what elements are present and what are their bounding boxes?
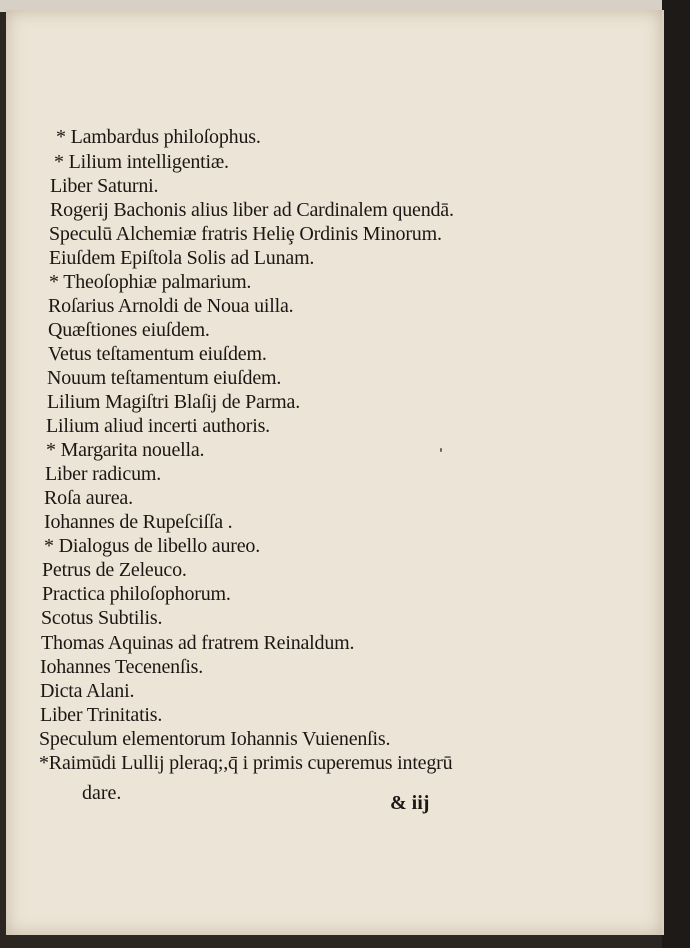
list-item: *Raimūdi Lullij pleraq;,q̄ i primis cuperemus integrū — [39, 752, 453, 774]
list-item: Practica philoſophorum. — [42, 583, 231, 605]
list-item: * Lambardus philoſophus. — [56, 126, 261, 148]
list-item: Lilium Magiſtri Blaſij de Parma. — [47, 391, 301, 413]
list-item: * Theoſophiæ palmarium. — [49, 271, 252, 293]
list-item: Rogerij Bachonis alius liber ad Cardinalem quendā. — [50, 199, 454, 221]
list-item: Liber radicum. — [45, 463, 162, 485]
book-page — [6, 10, 664, 935]
list-item: Lilium aliud incerti authoris. — [46, 415, 270, 437]
signature-mark: & iij — [390, 792, 430, 814]
list-item: Nouum teſtamentum eiuſdem. — [47, 367, 282, 389]
list-item: Iohannes Tecenenſis. — [40, 656, 204, 678]
list-item: * Lilium intelligentiæ. — [54, 151, 229, 173]
book-gutter-shadow — [662, 0, 690, 948]
list-item: Eiuſdem Epiſtola Solis ad Lunam. — [49, 247, 315, 269]
list-item: Speculū Alchemiæ fratris Heliȩ Ordinis Minorum. — [49, 223, 442, 245]
list-item: Iohannes de Rupeſciſſa . — [44, 511, 233, 533]
paper-speck — [440, 448, 442, 452]
list-item: Roſa aurea. — [44, 487, 133, 509]
list-item: Liber Trinitatis. — [40, 704, 163, 726]
list-item: Speculum elementorum Iohannis Vuienenſis. — [39, 728, 391, 750]
list-item: Vetus teſtamentum eiuſdem. — [48, 343, 267, 365]
list-item: * Dialogus de libello aureo. — [44, 535, 261, 557]
list-item: Thomas Aquinas ad fratrem Reinaldum. — [41, 632, 355, 654]
list-item: Quæſtiones eiuſdem. — [48, 319, 210, 341]
list-item: Dicta Alani. — [40, 680, 135, 702]
list-item: Liber Saturni. — [50, 175, 159, 197]
catchword: dare. — [82, 782, 122, 804]
list-item: Petrus de Zeleuco. — [42, 559, 187, 581]
list-item: * Margarita nouella. — [46, 439, 205, 461]
list-item: Scotus Subtilis. — [41, 607, 163, 629]
list-item: Roſarius Arnoldi de Noua uilla. — [48, 295, 294, 317]
